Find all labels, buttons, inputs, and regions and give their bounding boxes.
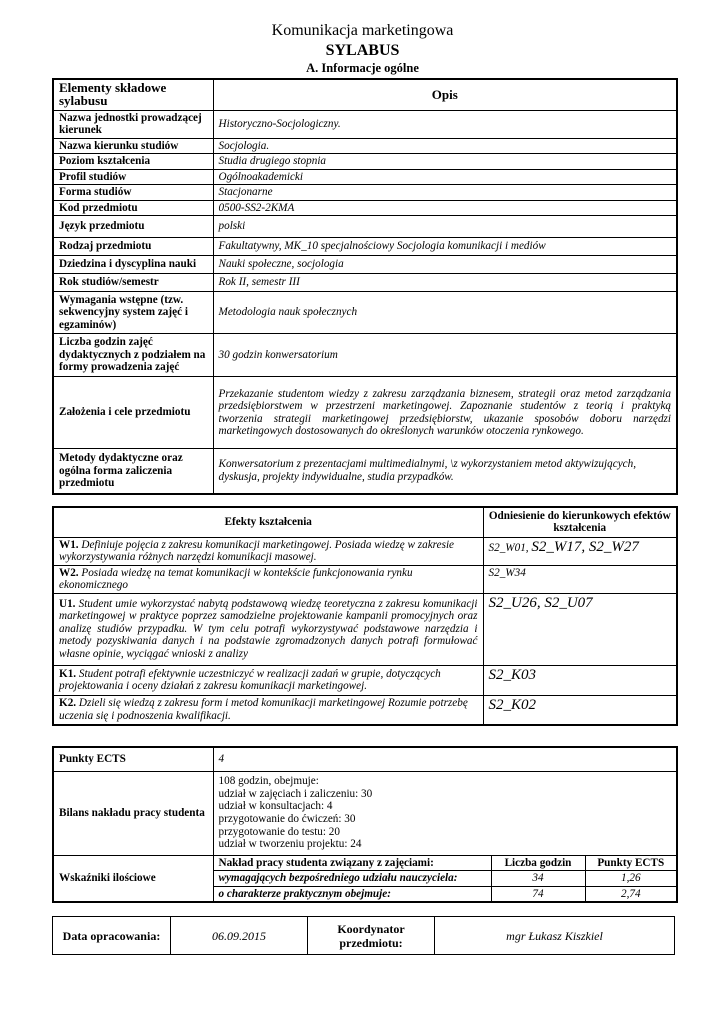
info-value: Socjologia. <box>213 138 677 154</box>
info-label: Wymagania wstępne (tzw. sekwencyjny system zajęć i egzaminów) <box>53 292 213 334</box>
col-header-elements: Elementy składowe sylabusu <box>53 79 213 110</box>
info-label: Profil studiów <box>53 169 213 185</box>
info-value: Konwersatorium z prezentacjami multimedialnymi, \z wykorzystaniem metod aktywizujących, dyskusja, projekty indywidualne, studia przypadków. <box>213 449 677 494</box>
info-value: polski <box>213 216 677 238</box>
document-title: SYLABUS <box>325 42 400 59</box>
info-row <box>53 169 677 185</box>
info-value: Rok II, semestr III <box>213 274 677 292</box>
indicator-hours: 74 <box>491 886 585 902</box>
outcome-row <box>53 695 677 725</box>
outcomes-table <box>52 506 678 726</box>
info-label: Założenia i cele przedmiotu <box>53 377 213 449</box>
info-label: Rok studiów/semestr <box>53 274 213 292</box>
outcome-ref: S2_U26, S2_U07 <box>488 594 593 611</box>
info-label: Nazwa jednostki prowadzącej kierunek <box>53 110 213 138</box>
info-label: Rodzaj przedmiotu <box>53 238 213 256</box>
workload-list <box>213 771 677 855</box>
coordinator-value: mgr Łukasz Kiszkiel <box>435 917 675 955</box>
info-value: Przekazanie studentom wiedzy z zakresu zarządzania biznesem, strategii oraz metod zarządzania przedsiębiorstwem w przestrzeni marketingowej. Zapoznanie studentów z teorią i praktyką tworzenia strategii marketingowej przedsiębiorstw, ukazanie sposobów doboru narzędzi marketingowych dostosowanych do określonych warunków otoczenia rynkowego. <box>213 377 677 449</box>
outcome-text: Dzieli się wiedzą z zakresu form i metod komunikacji marketingowej Rozumie potrzebę uczenia się i podnoszenia kwalifikacji. <box>59 697 468 722</box>
outcome-code: K1. <box>59 667 77 680</box>
workload-line: udział w konsultacjach: 4 <box>218 800 333 813</box>
col-header-desc: Opis <box>213 79 677 110</box>
info-label: Poziom kształcenia <box>53 154 213 170</box>
workload-line: 108 godzin, obejmuje: <box>218 775 319 788</box>
col-header-effects: Efekty kształcenia <box>53 507 483 537</box>
info-row <box>53 274 677 292</box>
info-label: Dziedzina i dyscyplina nauki <box>53 256 213 274</box>
info-row <box>53 238 677 256</box>
ects-points-label: Punkty ECTS <box>53 747 213 771</box>
info-row <box>53 185 677 201</box>
outcome-row <box>53 537 677 565</box>
info-value: Historyczno-Socjologiczny. <box>213 110 677 138</box>
info-value: Fakultatywny, MK_10 specjalnościowy Socjologia komunikacji i mediów <box>213 238 677 256</box>
info-value: Studia drugiego stopnia <box>213 154 677 170</box>
indicator-ects: 1,26 <box>585 871 677 887</box>
info-value: 0500-SS2-2KMA <box>213 200 677 216</box>
info-row <box>53 449 677 494</box>
outcome-row <box>53 565 677 593</box>
outcome-text: Definiuje pojęcia z zakresu komunikacji marketingowej. Posiada wiedzę w zakresie wykorzystywania różnych narzędzi komunikacji masowej. <box>59 538 455 563</box>
outcome-code: U1. <box>59 597 76 610</box>
indicators-header: Nakład pracy studenta związany z zajęciami: <box>213 855 491 871</box>
outcome-code: K2. <box>59 697 77 710</box>
outcome-ref-small: S2_W01, <box>488 541 529 554</box>
footer-table <box>52 916 675 955</box>
info-value: Metodologia nauk społecznych <box>213 292 677 334</box>
info-row <box>53 256 677 274</box>
outcome-text: Student umie wykorzystać nabytą podstawową wiedzę teoretyczna z zakresu komunikacji marketingowej w praktyce poprzez samodzielne projektowanie kampanii promocyjnych oraz analizę studiów przypadku. W tym celu potrafi wykorzystywać podstawowe narzędzia i metody pozyskiwania danych i na podstawie zgromadzonych danych potrafi formułować własne opinie, wyciągać wnioski z analizy <box>59 597 478 660</box>
col-header-hours: Liczba godzin <box>491 855 585 871</box>
indicator-label: wymagających bezpośredniego udziału nauczyciela: <box>213 871 491 887</box>
workload-label: Bilans nakładu pracy studenta <box>53 771 213 855</box>
info-row <box>53 334 677 377</box>
outcome-code: W1. <box>59 538 79 551</box>
info-label: Forma studiów <box>53 185 213 201</box>
workload-line: udział w tworzeniu projektu: 24 <box>218 838 362 851</box>
course-title: Komunikacja marketingowa <box>271 22 454 39</box>
date-label: Data opracowania: <box>53 917 171 955</box>
col-header-ects: Punkty ECTS <box>585 855 677 871</box>
info-row <box>53 216 677 238</box>
info-label: Nazwa kierunku studiów <box>53 138 213 154</box>
ects-points-value: 4 <box>213 747 677 771</box>
indicator-ects: 2,74 <box>585 886 677 902</box>
outcome-ref: S2_K03 <box>488 666 537 683</box>
outcome-text: Student potrafi efektywnie uczestniczyć w realizacji zadań w grupie, dotyczących projektowania i oceny działań z zakresu komunikacji marketingowej. <box>59 667 441 692</box>
outcome-row <box>53 593 677 665</box>
coordinator-label: Koordynator przedmiotu: <box>308 917 435 955</box>
info-row <box>53 154 677 170</box>
info-value: 30 godzin konwersatorium <box>213 334 677 377</box>
outcome-ref: S2_K02 <box>488 696 537 713</box>
outcome-ref-small: S2_W34 <box>488 566 526 579</box>
outcome-text: Posiada wiedzę na temat komunikacji w kontekście funkcjonowania rynku ekonomicznego <box>59 566 413 591</box>
info-row <box>53 138 677 154</box>
section-title: A. Informacje ogólne <box>306 61 419 75</box>
info-row <box>53 377 677 449</box>
info-value: Stacjonarne <box>213 185 677 201</box>
ects-table <box>52 746 678 903</box>
col-header-ref: Odniesienie do kierunkowych efektów kształcenia <box>483 507 677 537</box>
info-label: Kod przedmiotu <box>53 200 213 216</box>
info-label: Liczba godzin zajęć dydaktycznych z podziałem na formy prowadzenia zajęć <box>53 334 213 377</box>
info-value: Ogólnoakademicki <box>213 169 677 185</box>
info-label: Język przedmiotu <box>53 216 213 238</box>
workload-line: przygotowanie do ćwiczeń: 30 <box>218 813 356 825</box>
general-info-table <box>52 78 678 495</box>
info-value: Nauki społeczne, socjologia <box>213 256 677 274</box>
indicator-hours: 34 <box>491 871 585 887</box>
workload-line: przygotowanie do testu: 20 <box>218 825 340 838</box>
indicator-label: o charakterze praktycznym obejmuje: <box>213 886 491 902</box>
outcome-code: W2. <box>59 566 79 579</box>
info-row <box>53 200 677 216</box>
outcome-row <box>53 665 677 695</box>
info-row <box>53 110 677 138</box>
outcome-ref: S2_W17, S2_W27 <box>531 538 639 555</box>
info-row <box>53 292 677 334</box>
info-label: Metody dydaktyczne oraz ogólna forma zaliczenia przedmiotu <box>53 449 213 494</box>
workload-line: udział w zajęciach i zaliczeniu: 30 <box>218 787 373 800</box>
indicators-label: Wskaźniki ilościowe <box>53 855 213 902</box>
date-value: 06.09.2015 <box>171 917 308 955</box>
